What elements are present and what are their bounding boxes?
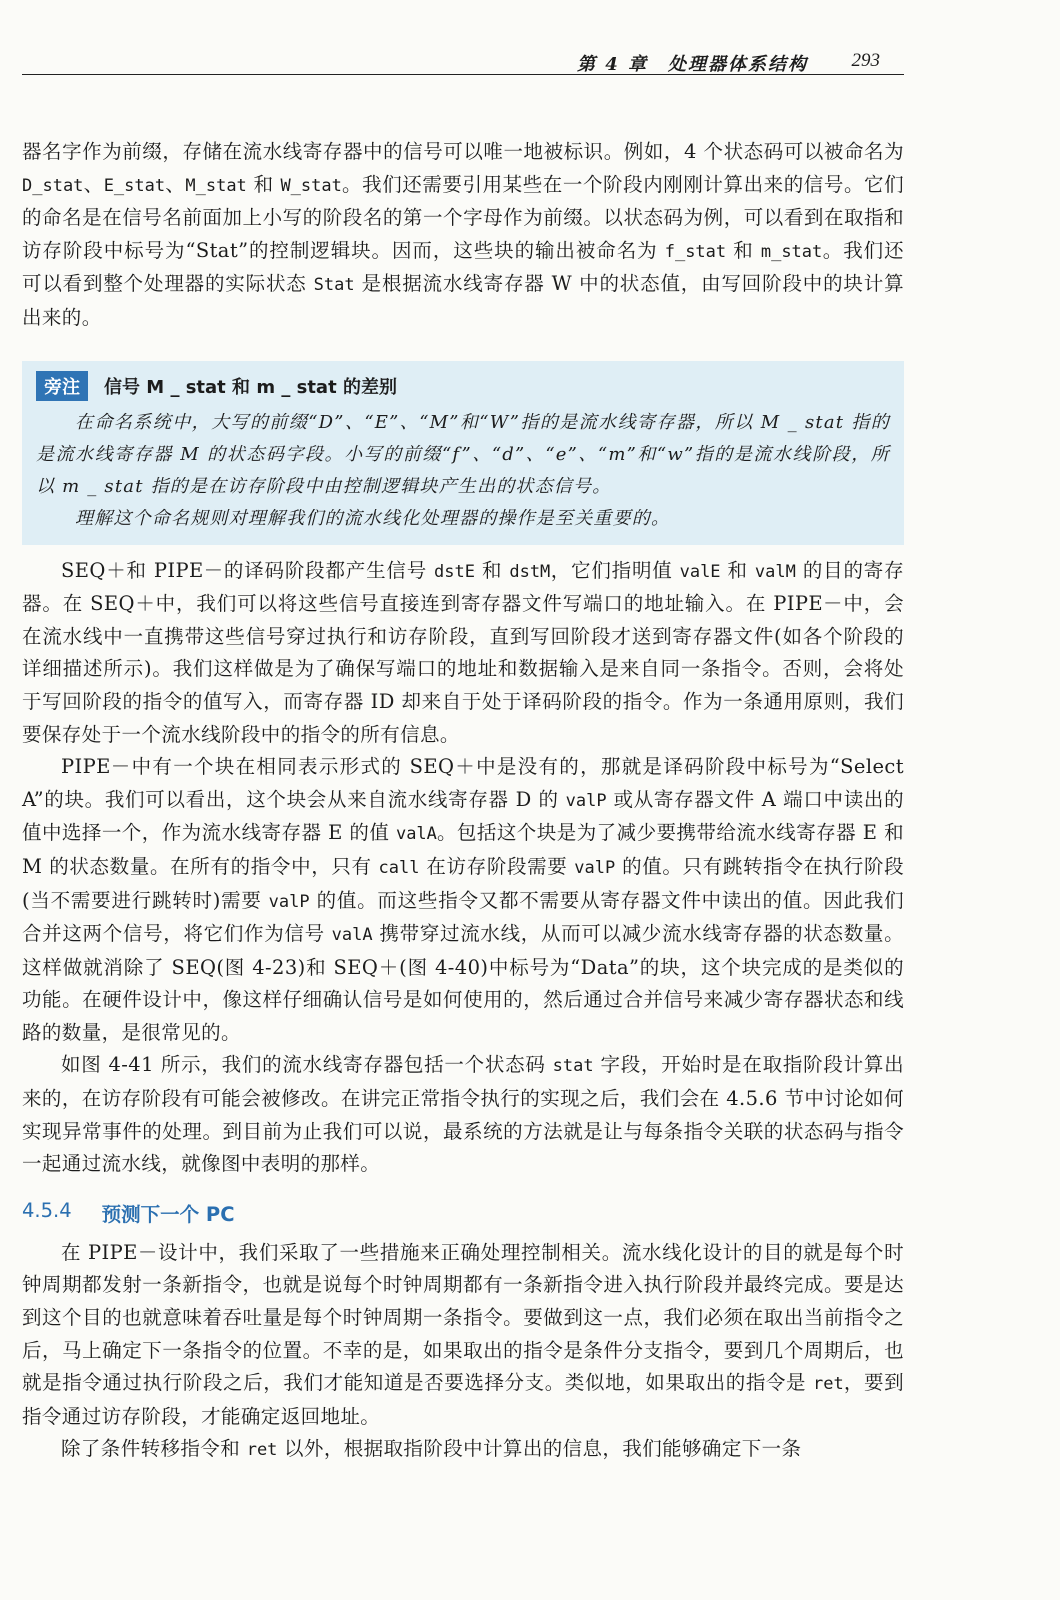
- code-term: E_stat: [103, 175, 166, 196]
- body-text: [22, 136, 904, 1467]
- code-term: valA: [395, 824, 437, 845]
- code-term: valA: [331, 925, 373, 946]
- code-term: f_stat: [664, 241, 727, 262]
- paragraph-naming-prefix: 器名字作为前缀，存储在流水线寄存器中的信号可以唯一地被标识。例如，4 个状态码可以被命名为 D_stat、E_stat、M_stat 和 W_stat。我们还需要引用某些在一个阶段内刚刚计算出来的信号。它们的命名是在信号名前面加上小写的阶段名的第一个字母作为前缀。以状态码为例，可以看到在取指和访存阶段中标号为“Stat”的控制逻辑块。因而，这些块的输出被命名为 f_stat 和 m_stat。我们还可以看到整个处理器的实际状态 Stat 是根据流水线寄存器 W 中的状态值，由写回阶段中的块计算出来的。: [22, 140, 905, 329]
- code-term: stat: [552, 1056, 594, 1077]
- aside-paragraph: 理解这个命名规则对理解我们的流水线化处理器的操作是至关重要的。: [75, 507, 671, 529]
- aside-label: 旁注: [36, 371, 88, 401]
- code-term: dstM: [509, 561, 551, 582]
- code-term: valE: [679, 561, 721, 582]
- code-term: valP: [574, 857, 616, 878]
- paragraph-dst-signals: SEQ＋和 PIPE－的译码阶段都产生信号 dstE 和 dstM，它们指明值 valE 和 valM 的目的寄存器。在 SEQ＋中，我们可以将这些信号直接连到寄存器文件写端口的地址输入。在 PIPE－中，会在流水线中一直携带这些信号穿过执行和访存阶段，直到写回阶段才送到寄存器文件(如各个阶段的详细描述所示)。我们这样做是为了确保写端口的地址和数据输入是来自同一条指令。否则，会将处于写回阶段的指令的值写入，而寄存器 ID 却来自于处于译码阶段的指令。作为一条通用原则，我们要保存处于一个流水线阶段中的指令的所有信息。: [22, 558, 904, 746]
- section-heading: [22, 1199, 904, 1227]
- code-term: call: [378, 857, 420, 878]
- page-number: 293: [851, 50, 880, 71]
- code-term: M_stat: [185, 175, 247, 196]
- section-number: 4.5.4: [22, 1198, 72, 1222]
- aside-title: 信号 M _ stat 和 m _ stat 的差别: [104, 376, 397, 398]
- paragraph-select-a: PIPE－中有一个块在相同表示形式的 SEQ＋中是没有的，那就是译码阶段中标号为“Select A”的块。我们可以看出，这个块会从来自流水线寄存器 D 的 valP 或从寄存器文件 A 端口中读出的值中选择一个，作为流水线寄存器 E 的值 valA。包括这个块是为了减少要携带给流水线寄存器 E 和 M 的状态数量。在所有的指令中，只有 call 在访存阶段需要 valP 的值。只有跳转指令在执行阶段(当不需要进行跳转时)需要 valP 的值。而这些指令又都不需要从寄存器文件中读出的值。因此我们合并这两个信号，将它们作为信号 valA 携带穿过流水线，从而可以减少流水线寄存器的状态数量。这样做就消除了 SEQ(图 4-23)和 SEQ＋(图 4-40)中标号为“Data”的块，这个块完成的是类似的功能。在硬件设计中，像这样仔细确认信号是如何使用的，然后通过合并信号来减少寄存器状态和线路的数量，是很常见的。: [22, 755, 905, 1044]
- code-term: ret: [246, 1440, 278, 1461]
- code-term: W_stat: [280, 175, 342, 196]
- chapter-title: 第 4 章 处理器体系结构: [576, 54, 808, 75]
- section-title: 预测下一个 PC: [101, 1202, 235, 1226]
- code-term: valP: [268, 891, 310, 912]
- code-term: ret: [812, 1374, 844, 1395]
- code-term: valM: [754, 561, 796, 582]
- running-head: [22, 44, 904, 75]
- code-term: dstE: [434, 561, 475, 582]
- code-term: valP: [565, 790, 607, 811]
- paragraph-next-instruction: 除了条件转移指令和 ret 以外，根据取指阶段中计算出的信息，我们能够确定下一条: [61, 1437, 802, 1461]
- paragraph-stat-field: 如图 4-41 所示，我们的流水线寄存器包括一个状态码 stat 字段，开始时是在取指阶段计算出来的，在访存阶段有可能会被修改。在讲完正常指令执行的实现之后，我们会在 4.5.6 节中讨论如何实现异常事件的处理。到目前为止我们可以说，最系统的方法就是让与每条指令关联的状态码与指令一起通过流水线，就像图中表明的那样。: [22, 1053, 904, 1176]
- code-term: Stat: [313, 275, 355, 296]
- code-term: D_stat: [22, 175, 84, 196]
- aside-box: [22, 361, 904, 545]
- aside-paragraph: 在命名系统中，大写的前缀“D”、“E”、“M”和“W”指的是流水线寄存器，所以 M _ stat 指的是流水线寄存器 M 的状态码字段。小写的前缀“f”、“d”、“e”、“m”和“w”指的是流水线阶段，所以 m _ stat 指的是在访存阶段中由控制逻辑块产生出的状态信号。: [36, 411, 890, 497]
- paragraph-predict-pc: 在 PIPE－设计中，我们采取了一些措施来正确处理控制相关。流水线化设计的目的就是每个时钟周期都发射一条新指令，也就是说每个时钟周期都有一条新指令进入执行阶段并最终完成。要是达到这个目的也就意味着吞吐量是每个时钟周期一条指令。要做到这一点，我们必须在取出当前指令之后，马上确定下一条指令的位置。不幸的是，如果取出的指令是条件分支指令，要到几个周期后，也就是指令通过执行阶段之后，我们才能知道是否要选择分支。类似地，如果取出的指令是 ret，要到指令通过访存阶段，才能确定返回地址。: [22, 1240, 905, 1428]
- code-term: m_stat: [760, 241, 823, 262]
